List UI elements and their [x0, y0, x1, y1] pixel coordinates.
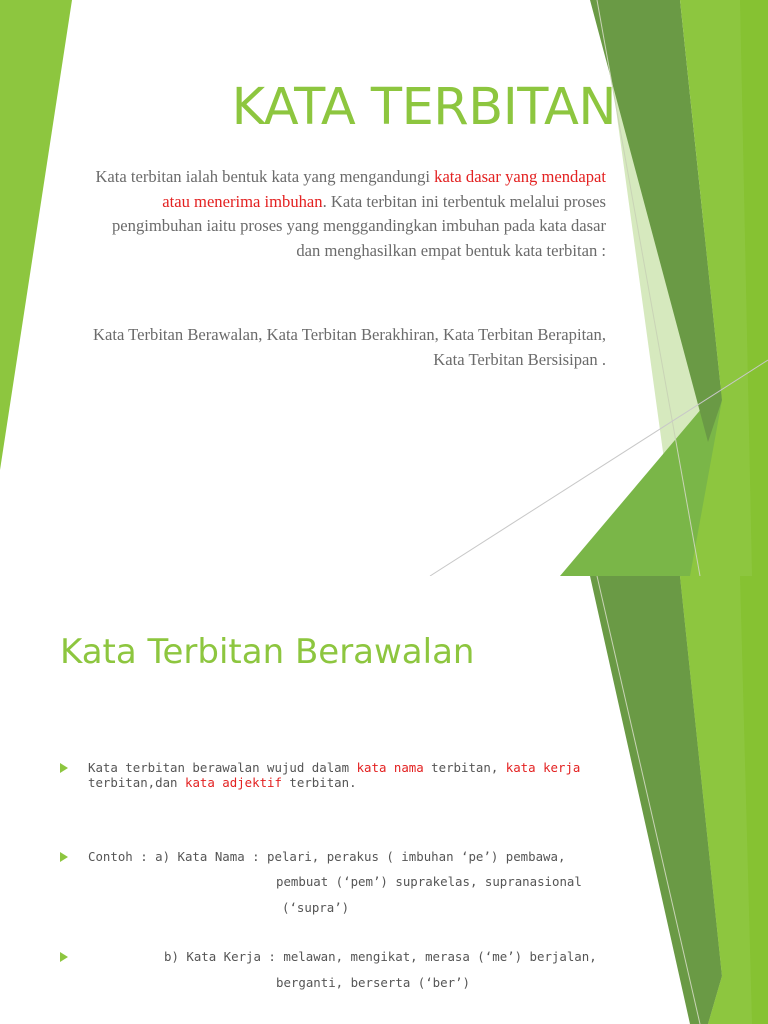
definition-text-2: . Kata terbitan ini terbentuk melalui proses pengimbuhan iaitu proses yang menggandingkan imbuhan pada kata dasar dan menghasilkan empat bentuk kata terbitan : — [112, 191, 606, 260]
highlight-kata-adjektif: kata adjektif — [184, 775, 282, 790]
bullet-2-line-3: (‘supra’) — [282, 900, 350, 915]
highlight-kata-kerja: kata kerja — [505, 760, 581, 775]
bullet-1-text-4: terbitan. — [281, 775, 357, 790]
slide-2 — [0, 576, 768, 1024]
bullet-arrow-icon — [60, 952, 68, 962]
slide-title: KATA TERBITAN — [231, 78, 616, 137]
bullet-2-line-1: Contoh : a) Kata Nama : pelari, perakus ( imbuhan ‘pe’) pembawa, — [88, 849, 566, 864]
bullet-arrow-icon — [60, 852, 68, 862]
slide-title: Kata Terbitan Berawalan — [60, 632, 475, 672]
highlight-kata-nama: kata nama — [356, 760, 424, 775]
bullet-1-line-1 — [88, 760, 580, 775]
definition-paragraph — [88, 165, 606, 263]
types-paragraph: Kata Terbitan Berawalan, Kata Terbitan Berakhiran, Kata Terbitan Berapitan, Kata Terbitan Bersisipan . — [92, 325, 606, 369]
definition-highlight: kata dasar yang mendapat atau menerima imbuhan — [162, 167, 606, 211]
left-green-triangle — [0, 0, 72, 470]
definition-text: Kata terbitan ialah bentuk kata yang mengandungi — [95, 167, 435, 186]
bullet-arrow-icon — [60, 763, 68, 773]
bullet-1-text-3: terbitan,dan — [88, 775, 185, 790]
bullet-1-line-2 — [88, 775, 357, 790]
bullet-1-text: Kata terbitan berawalan wujud dalam — [88, 760, 357, 775]
bullet-3-line-2: berganti, berserta (‘ber’) — [276, 975, 470, 990]
bullet-3-line-1: b) Kata Kerja : melawan, mengikat, merasa (‘me’) berjalan, — [164, 949, 597, 964]
bullet-2-line-2: pembuat (‘pem’) suprakelas, supranasional — [276, 874, 582, 889]
bullet-1-text-2: terbitan, — [423, 760, 506, 775]
